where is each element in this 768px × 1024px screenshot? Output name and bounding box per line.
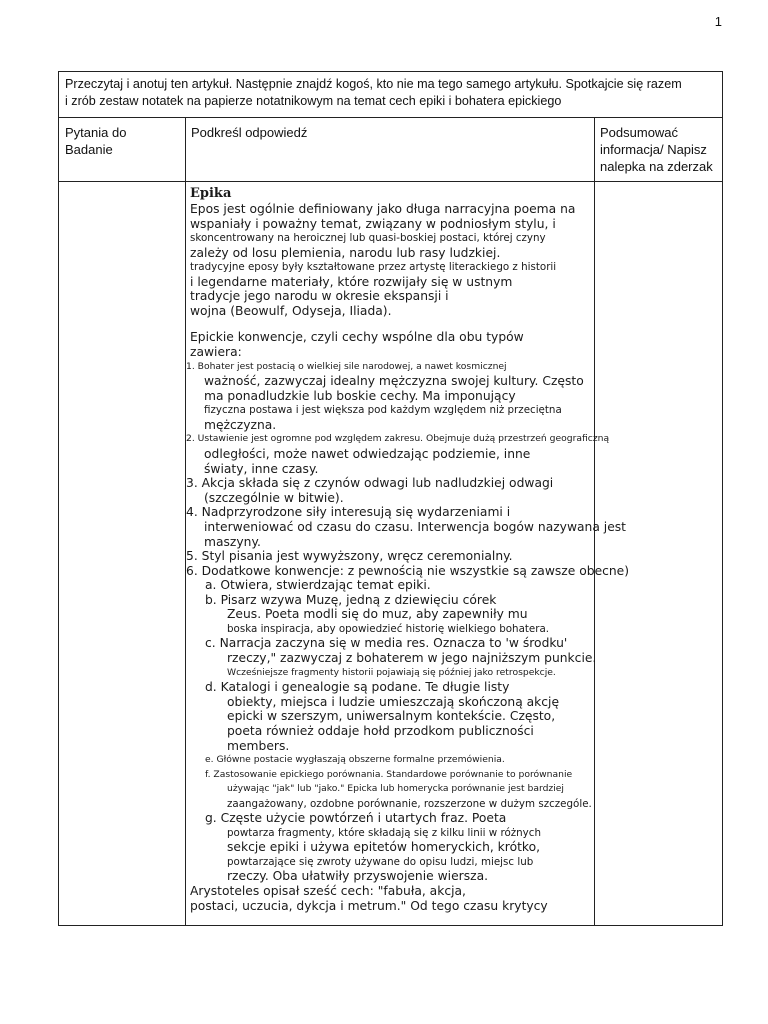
column-header-questions (59, 118, 185, 182)
article-line: members. (227, 738, 290, 753)
article-line: tradycyjne eposy były kształtowane przez artystę literackiego z historii (190, 261, 557, 274)
article-line: światy, inne czasy. (204, 461, 319, 476)
article-line: e. Główne postacie wygłaszają obszerne formalne przemówienia. (205, 754, 505, 766)
page-number: 1 (714, 14, 722, 29)
article-line: obiekty, miejsca i ludzie umieszczają skończoną akcję (227, 694, 560, 709)
article-line: Epos jest ogólnie definiowany jako długa narracyjna poema na (190, 202, 576, 216)
article-line: Wcześniejsze fragmenty historii pojawiają się później jako retrospekcje. (227, 666, 556, 678)
worksheet-table (58, 71, 723, 926)
article-line: d. Katalogi i genealogie są podane. Te długie listy (205, 680, 510, 695)
column-header-summary-line-3: nalepka na zderzak (600, 159, 713, 174)
instructions-cell (59, 72, 722, 118)
article-line: tradycje jego narodu w okresie ekspansji i (190, 289, 449, 304)
article-line: sekcje epiki i używa epitetów homeryckich, krótko, (227, 840, 541, 855)
article-line: Epickie konwencje, czyli cechy wspólne dla obu typów (190, 330, 524, 345)
instructions-line-2: i zrób zestaw notatek na papierze notatnikowym na temat cech epiki i bohatera epickiego (65, 94, 562, 108)
article-line: zawiera: (190, 344, 242, 359)
article-line: 4. Nadprzyrodzone siły interesują się wydarzeniami i (186, 505, 511, 520)
article-line: c. Narracja zaczyna się w media res. Oznacza to 'w środku' (205, 636, 568, 651)
article-line: 3. Akcja składa się z czynów odwagi lub nadludzkiej odwagi (186, 476, 554, 491)
article-line: powtarza fragmenty, które składają się z kilku linii w różnych (227, 827, 541, 839)
article-line: postaci, uczucia, dykcja i metrum." Od tego czasu krytycy (190, 898, 548, 913)
article-line: a. Otwiera, stwierdzając temat epiki. (205, 578, 431, 593)
article-line: rzeczy. Oba ułatwiły przyswojenie wiersza. (227, 869, 489, 884)
article-line: używając "jak" lub "jako." Epicka lub homerycka porównanie jest bardziej (227, 783, 564, 795)
article-line: epicki w szerszym, uniwersalnym kontekście. Często, (227, 709, 556, 724)
article-line: maszyny. (204, 534, 261, 549)
article-line: 2. Ustawienie jest ogromne pod względem zakresu. Obejmuje dużą przestrzeń geograficzną (186, 433, 610, 445)
column-divider-1 (185, 118, 186, 925)
article-line: powtarzające się zwroty używane do opisu ludzi, miejsc lub (227, 856, 534, 868)
article-line: interweniować od czasu do czasu. Interwencja bogów nazywana jest (204, 519, 627, 534)
article-text (186, 186, 630, 913)
article-line: poeta również oddaje hołd przodkom publiczności (227, 724, 534, 739)
article-line: ważność, zazwyczaj idealny mężczyzna swojej kultury. Często (204, 374, 584, 389)
article-line: g. Częste użycie powtórzeń i utartych fraz. Poeta (205, 811, 507, 826)
article-title: Epika (190, 186, 232, 201)
article-line: ma ponadludzkie lub boskie cechy. Ma imponujący (204, 388, 516, 403)
column-header-questions-line-1: Pytania do (65, 125, 127, 140)
article-line: wojna (Beowulf, Odyseja, Iliada). (190, 303, 392, 318)
article-line: 5. Styl pisania jest wywyższony, wręcz ceremonialny. (186, 549, 513, 564)
column-header-summary (594, 118, 724, 182)
article-line: zależy od losu plemienia, narodu lub rasy ludzkiej. (190, 245, 501, 260)
article-line: 6. Dodatkowe konwencje: z pewnością nie wszystkie są zawsze obecne) (186, 563, 630, 578)
instructions-line-1: Przeczytaj i anotuj ten artykuł. Następnie znajdź kogoś, kto nie ma tego samego artykułu. Spotkajcie się razem (65, 77, 682, 91)
column-header-questions-line-2: Badanie (65, 142, 113, 157)
paragraph-gap (190, 318, 630, 330)
article-line: skoncentrowany na heroicznej lub quasi-boskiej postaci, której czyny (190, 232, 546, 245)
article-line: f. Zastosowanie epickiego porównania. Standardowe porównanie to porównanie (205, 768, 573, 780)
column-header-underline-text: Podkreśl odpowiedź (191, 125, 308, 140)
article-line: odległości, może nawet odwiedzając podziemie, inne (204, 446, 531, 461)
article-line: Arystoteles opisał sześć cech: "fabuła, akcja, (190, 884, 466, 898)
column-header-summary-line-1: Podsumować (600, 125, 679, 140)
article-line: Zeus. Poeta modli się do muz, aby zapewniły mu (227, 607, 528, 622)
column-header-summary-line-2: informacja/ Napisz (600, 142, 707, 157)
article-line: wspaniały i poważny temat, związany w podniosłym stylu, i (190, 216, 556, 231)
article-line: i legendarne materiały, które rozwijały się w ustnym (190, 274, 513, 289)
article-line: fizyczna postawa i jest większa pod każdym względem niż przeciętna (204, 404, 562, 417)
article-line: 1. Bohater jest postacią o wielkiej sile narodowej, a nawet kosmicznej (186, 360, 507, 372)
article-line: rzeczy," zazwyczaj z bohaterem w jego najniższym punkcie. (227, 651, 597, 666)
article-line: b. Pisarz wzywa Muzę, jedną z dziewięciu córek (205, 592, 497, 607)
article-line: mężczyzna. (204, 417, 277, 432)
column-header-underline (185, 118, 594, 182)
article-line: zaangażowany, ozdobne porównanie, rozszerzone w dużym szczególe. (227, 798, 592, 810)
article-line: boska inspiracja, aby opowiedzieć historię wielkiego bohatera. (227, 623, 550, 636)
article-line: (szczególnie w bitwie). (204, 490, 344, 505)
